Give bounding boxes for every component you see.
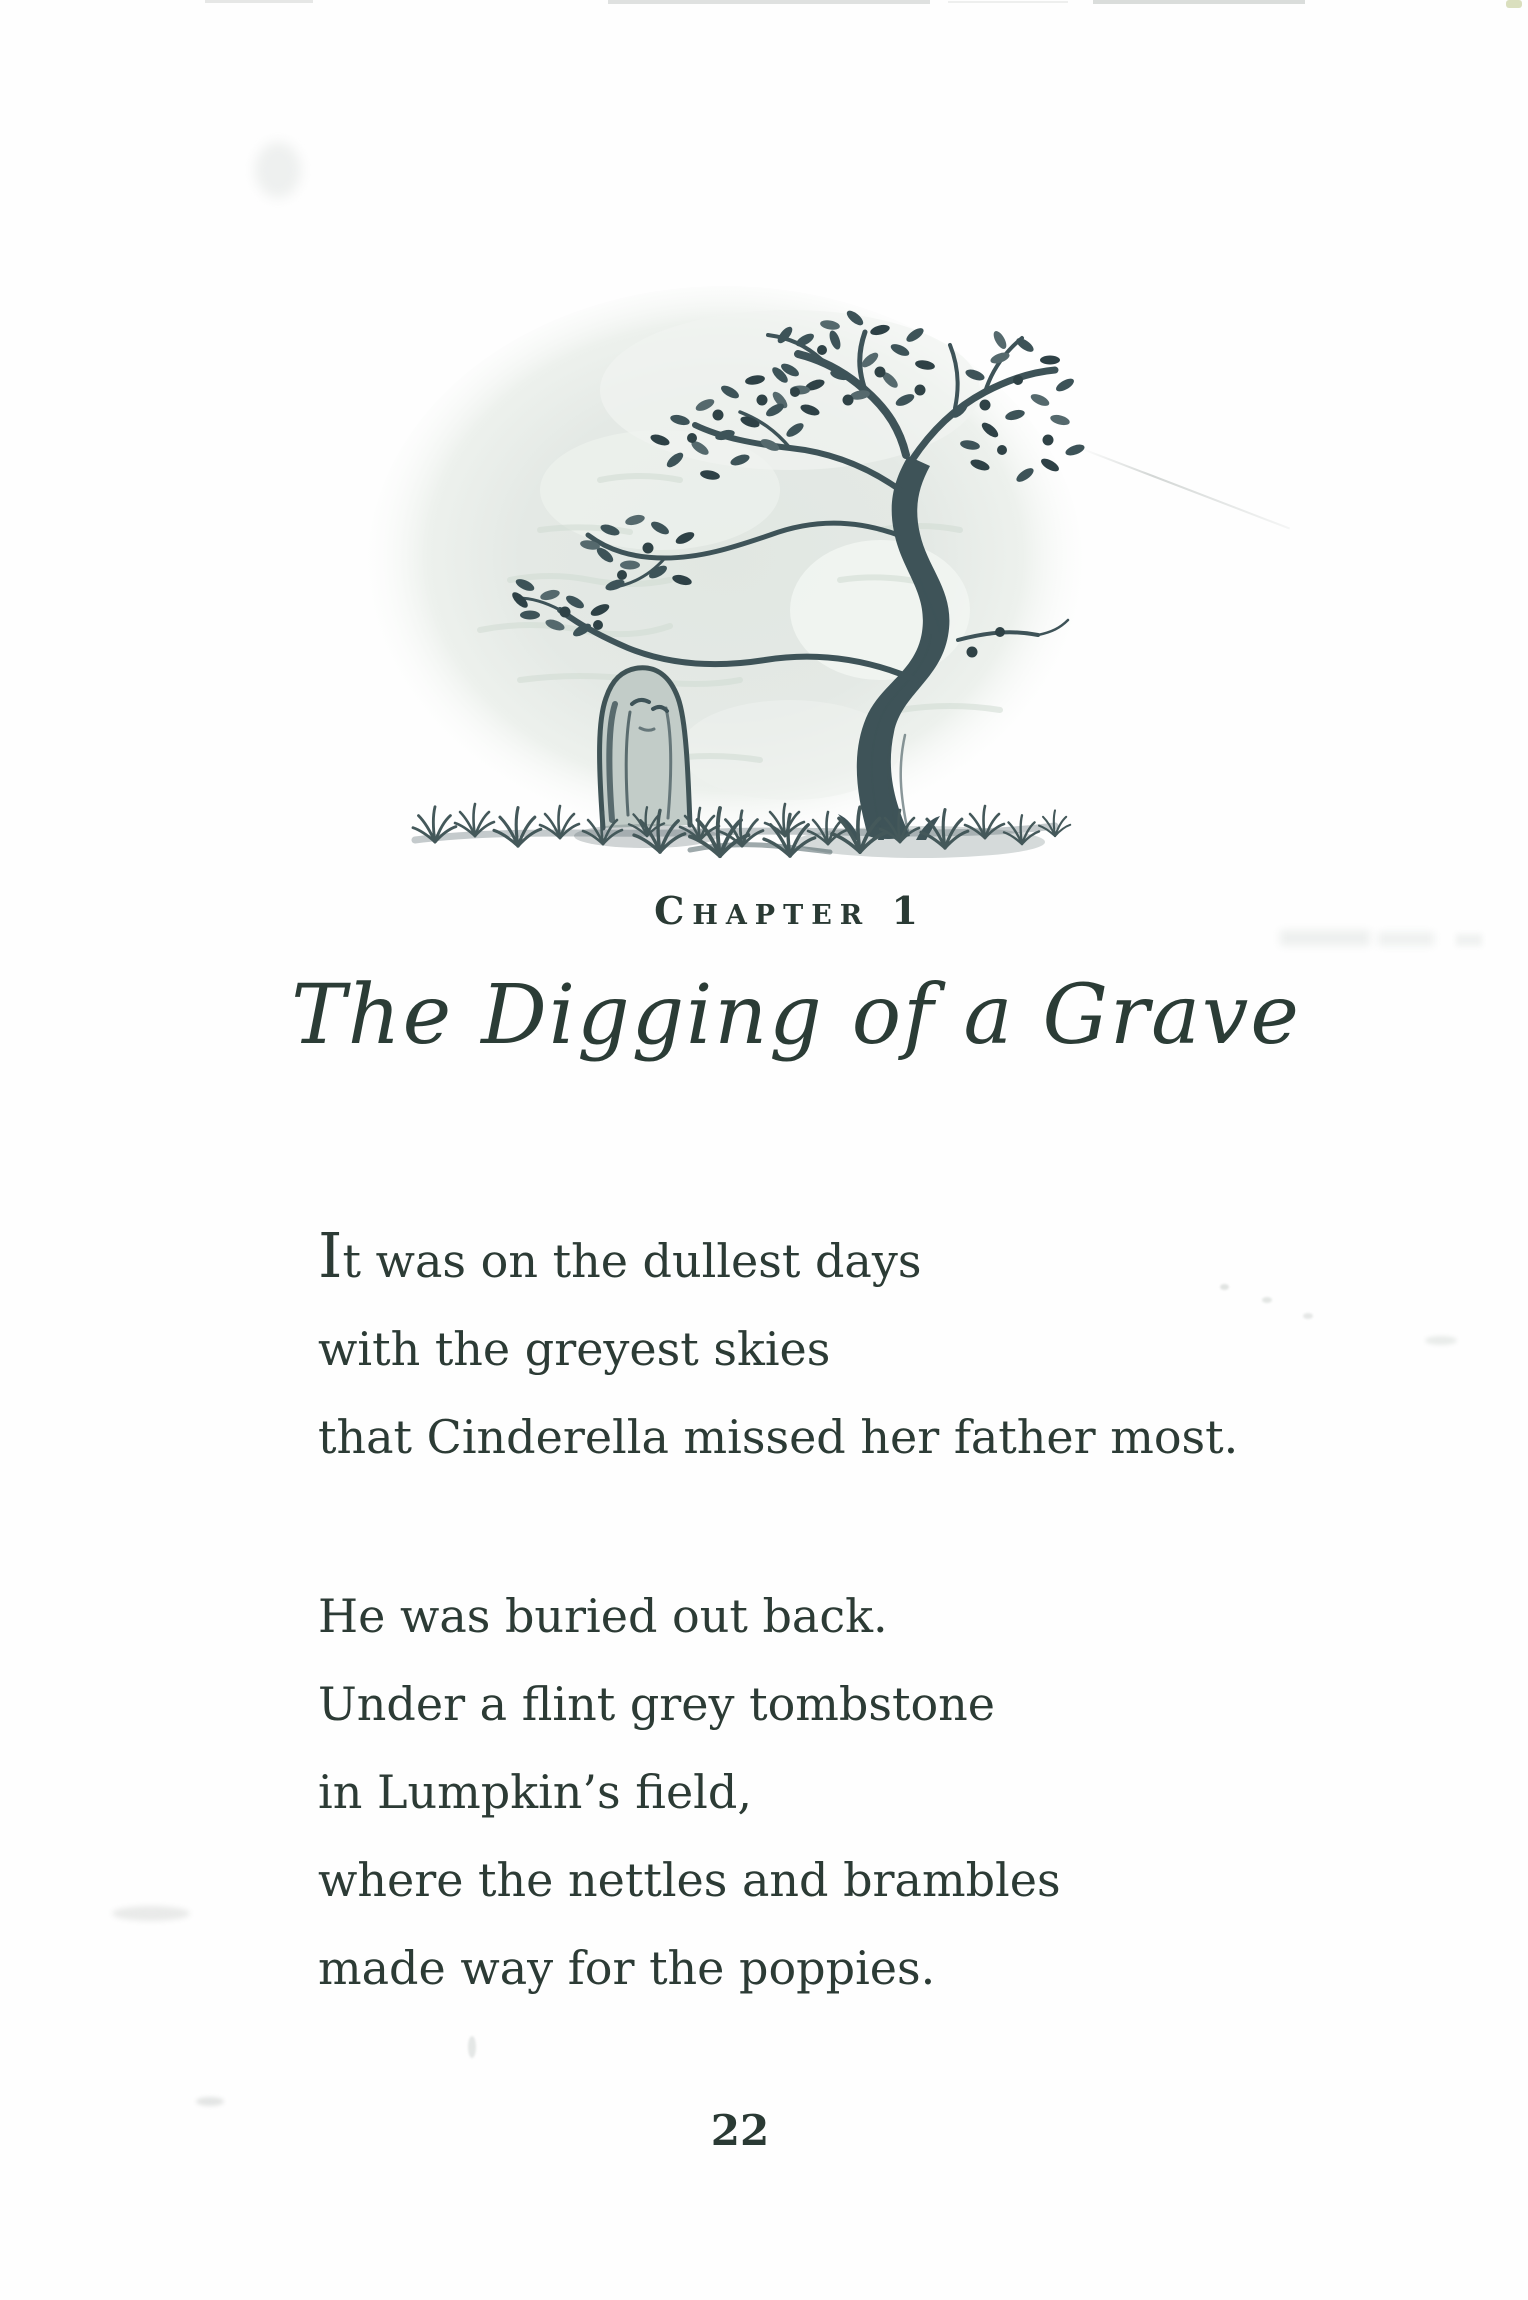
scan-artifact [196, 2097, 224, 2106]
chapter-title: The Digging of a Grave [291, 968, 1301, 1063]
verse-line: that Cinderella missed her father most. [318, 1410, 1239, 1464]
scan-artifact [948, 1, 1068, 3]
stanza-first [318, 1212, 1238, 1481]
verse-line: with the greyest skies [318, 1322, 831, 1376]
verse-line: in Lumpkin’s field, [318, 1765, 752, 1819]
verse-line: where the nettles and brambles [318, 1853, 1061, 1907]
scan-artifact [1093, 0, 1305, 4]
scan-artifact [1262, 1297, 1272, 1303]
verse-line: It was on the dullest days [318, 1219, 922, 1292]
chapter-illustration [360, 280, 1090, 860]
scan-artifact [1425, 1336, 1457, 1345]
verse-line: He was buried out back. [318, 1589, 888, 1643]
stanza-second [318, 1572, 1061, 2012]
scan-artifact [255, 142, 301, 198]
scan-artifact [112, 1906, 190, 1921]
scan-artifact [205, 0, 313, 3]
tombstone-sketch [600, 668, 690, 828]
scan-artifact [1079, 447, 1290, 529]
scan-artifact [468, 2036, 476, 2058]
page-number: 22 [710, 2106, 770, 2155]
chapter-heading: Chapter 1 [654, 888, 926, 933]
scan-artifact [1303, 1313, 1313, 1319]
scan-artifact [1506, 0, 1522, 8]
verse-line: made way for the poppies. [318, 1941, 936, 1995]
scan-artifact [1378, 932, 1434, 946]
verse-line: Under a flint grey tombstone [318, 1677, 995, 1731]
grass-sketch [413, 804, 1070, 858]
scan-artifact [1456, 934, 1482, 946]
scan-artifact [608, 0, 930, 4]
